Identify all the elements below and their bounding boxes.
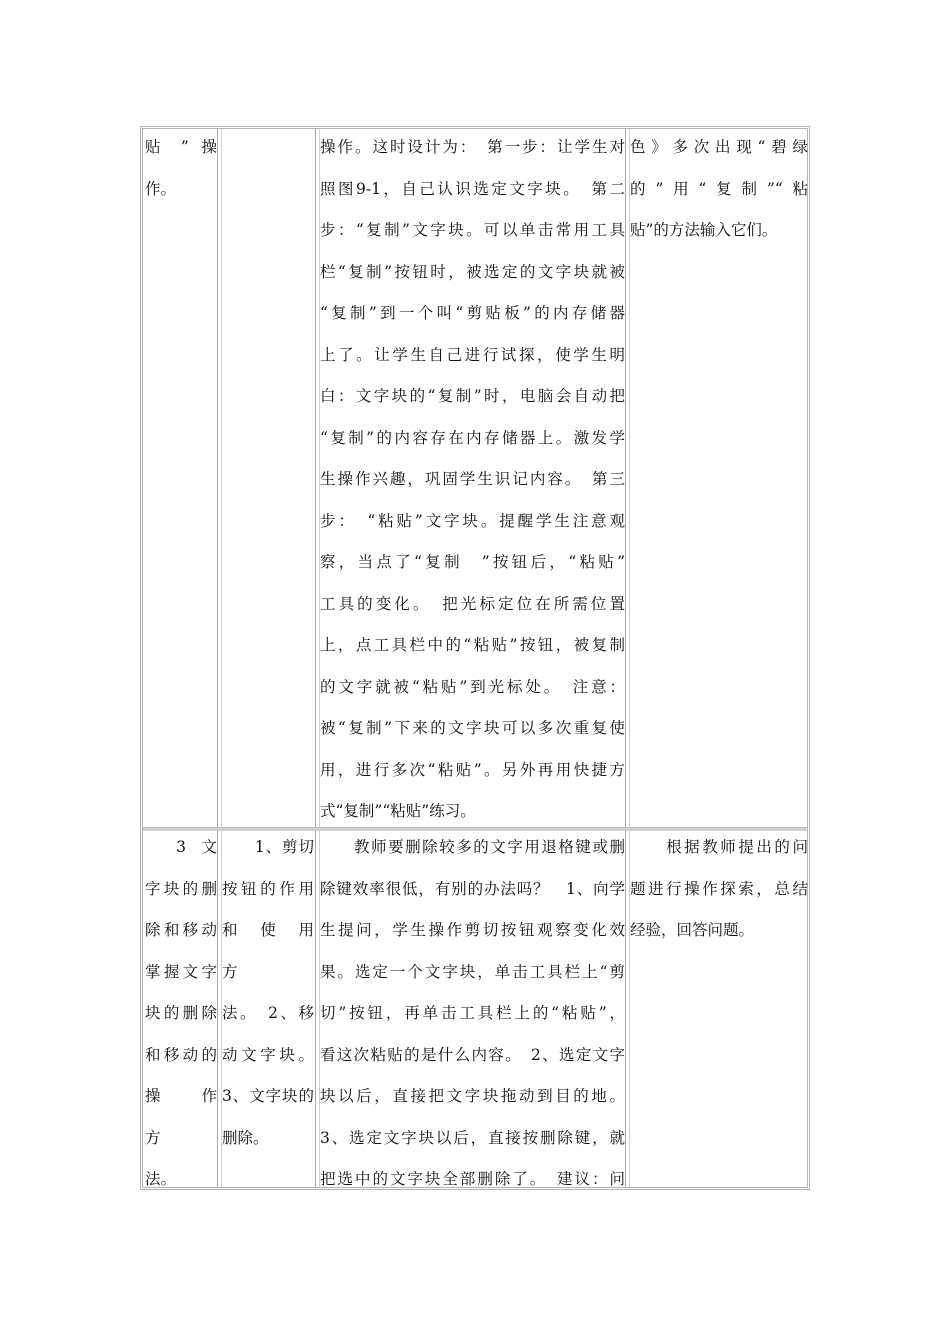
cell-line: 色》多次出现“碧绿 [630,138,808,156]
cell-line: 察，当点了“复制 ”按钮后，“粘贴” [320,553,625,571]
cell-line: 式“复制”“粘贴”练习。 [320,802,476,820]
cell-line: 生操作兴趣，巩固学生识记内容。 第三 [320,470,625,488]
cell-line: 被“复制”下来的文字块可以多次重复使 [320,719,625,737]
cell-line: 块的删除 [145,1004,217,1022]
cell-line: 根据教师提出的问 [630,838,808,856]
cell-line: 掌握文字 [145,962,217,981]
cell-line: 果。选定一个文字块，单击工具栏上“剪 [320,962,625,981]
cell-line: 把选中的文字块全部删除了。 建议：问 [320,1170,625,1187]
cell-line: 除和移动 [145,921,217,939]
cell-line: 用，进行多次“粘贴”。另外再用快捷方 [320,760,625,779]
cell-line: 法。 2、移 [222,1004,314,1022]
cell-line: 操作。这时设计为： 第一步：让学生对 [320,138,625,156]
cell-line: 生提问，学生操作剪切按钮观察变化效 [320,921,625,939]
cell-line: 步：“复制”文字块。可以单击常用工具 [320,221,625,239]
row1-col1 [145,127,217,827]
row2-col2 [222,827,314,1187]
cell-line: 删除。 [222,1128,269,1147]
cell-line: 字块的删 [145,879,217,898]
cell-line: 教师要删除较多的文字用退格键或删 [320,838,625,856]
cell-line: 上，点工具栏中的“粘贴”按钮，被复制 [320,636,625,654]
cell-line: 贴”的方法输入它们。 [630,221,778,239]
cell-line: 动文字块。 [222,1045,314,1064]
cell-line: 和 使 用 方 [222,921,314,981]
row1-col4 [630,127,808,827]
cell-line: 和移动的 [145,1045,217,1064]
cell-line: 题进行操作探索，总结 [630,879,808,898]
cell-line: 除键效率很低，有别的办法吗？ 1、向学 [320,879,625,898]
cell-line: 操 作 方 [145,1087,217,1147]
cell-line: 的文字就被“粘贴”到光标处。 注意： [320,677,625,696]
cell-line: 作。 [145,179,177,198]
cell-line: 步： “粘贴”文字块。提醒学生注意观 [320,511,625,530]
cell-line: 栏“复制”按钮时，被选定的文字块就被 [320,262,625,281]
row2-col1 [145,827,217,1187]
cell-line: 看这次粘贴的是什么内容。 2、选定文字 [320,1045,625,1064]
cell-line: 贴 ” 操 [145,138,217,156]
cell-line: 切”按钮，再单击工具栏上的“粘贴”， [320,1004,625,1022]
cell-line: 3 文 [145,838,217,856]
cell-line: 按钮的作用 [222,879,314,898]
cell-line: 块以后，直接把文字块拖动到目的地。 [320,1087,625,1105]
cell-line: 1、剪切 [222,838,314,856]
cell-line: 工具的变化。 把光标定位在所需位置 [320,594,625,613]
lesson-plan-table [140,126,810,1190]
cell-line: 3、文字块的 [222,1087,314,1105]
row1-col3 [320,127,625,827]
cell-line: 照图9-1，自己认识选定文字块。 第二 [320,179,625,198]
cell-line: “复制”的内容存在内存储器上。激发学 [320,428,625,447]
row1-col2 [222,127,314,827]
cell-line: 白：文字块的“复制”时，电脑会自动把 [320,387,625,405]
cell-line: “复制”到一个叫“剪贴板”的内存储器 [320,304,625,322]
cell-line: 上了。让学生自己进行试探，使学生明 [320,345,625,364]
cell-line: 经验，回答问题。 [630,921,755,939]
row2-col3 [320,827,625,1187]
cell-line: 3、选定文字块以后，直接按删除键，就 [320,1128,625,1147]
cell-line: 法。 [145,1170,177,1187]
cell-line: 的”用“复制”“粘 [630,179,808,198]
row2-col4 [630,827,808,1187]
